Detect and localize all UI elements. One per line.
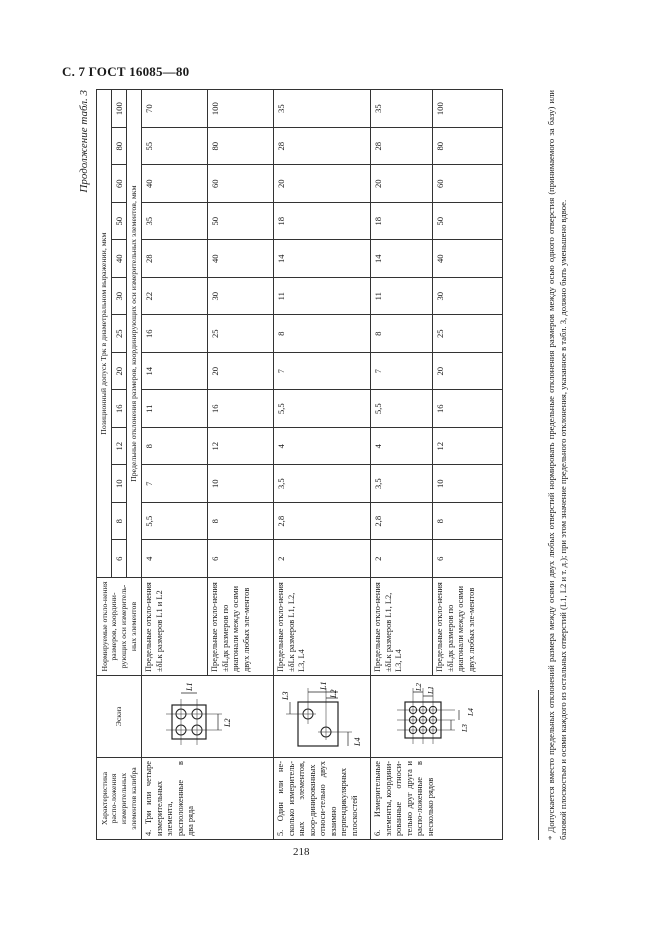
col-value: 80 [111, 128, 127, 166]
header-sketch: Эскиз [97, 676, 142, 758]
sketch-drawing [162, 680, 254, 754]
table-cell: 2,8 [371, 503, 433, 541]
table-cell: 5,5 [371, 390, 433, 428]
table-cell: 5,5 [142, 503, 208, 541]
header-positional: Позиционный допуск Тpк в диаметральном выражении, мкм [97, 90, 112, 578]
table-cell: 35 [274, 90, 371, 128]
table-cell: 20 [433, 353, 503, 391]
table-cell: 8 [208, 503, 274, 541]
table-cell: 80 [208, 128, 274, 166]
table-cell: 3,5 [371, 465, 433, 503]
table-row [274, 90, 371, 840]
table-cell: 55 [142, 128, 208, 166]
col-value: 16 [111, 390, 127, 428]
row-normalized: Предельные откло-нения ±δLдк размеров по диагонали между осями двух любых эле-ментов [208, 578, 274, 676]
row-normalized: Предельные откло-нения ±δLк размеров L1 и L2 [142, 578, 208, 676]
col-value: 60 [111, 165, 127, 203]
table-cell: 12 [433, 428, 503, 466]
row-normalized: Предельные откло-нения ±δLдк размеров по диагонали между осями двух любых эле-ментов [433, 578, 503, 676]
table-cell: 16 [142, 315, 208, 353]
page-header: С. 7 ГОСТ 16085—80 [62, 64, 190, 79]
row-normalized: Предельные откло-нения ±δLк размеров L1, L2, L3, L4 [371, 578, 433, 676]
table-cell: 4 [371, 428, 433, 466]
tolerance-table [96, 89, 503, 840]
col-value: 30 [111, 278, 127, 316]
table-cell: 80 [433, 128, 503, 166]
table-cell: 35 [142, 203, 208, 241]
table-cell: 28 [274, 128, 371, 166]
table-cell: 10 [208, 465, 274, 503]
table-row [371, 90, 433, 840]
page-number: 218 [293, 846, 310, 858]
table-cell: 14 [371, 240, 433, 278]
table-cell: 70 [142, 90, 208, 128]
table-cell: 14 [142, 353, 208, 391]
header-deviations: Предельные отклонения размеров, координирующих оси измерительных элементов, мкм [127, 90, 142, 578]
sketch-label: L1 [319, 682, 329, 691]
col-value: 100 [111, 90, 127, 128]
table-cell: 28 [142, 240, 208, 278]
table-cell: 4 [274, 428, 371, 466]
table-cell: 11 [142, 390, 208, 428]
table-cell: 30 [208, 278, 274, 316]
table-cell: 16 [208, 390, 274, 428]
sketch-label: L1 [425, 686, 435, 695]
sketch-label: L4 [353, 738, 363, 747]
table-cell: 30 [433, 278, 503, 316]
col-value: 12 [111, 428, 127, 466]
col-value: 6 [111, 540, 127, 578]
table-cell: 25 [433, 315, 503, 353]
table-row [142, 90, 208, 840]
footnote-divider [538, 690, 539, 840]
col-value: 50 [111, 203, 127, 241]
col-value: 8 [111, 503, 127, 541]
table-cell: 40 [433, 240, 503, 278]
table-cell: 2 [274, 540, 371, 578]
table-cell: 20 [371, 165, 433, 203]
table-cell: 40 [142, 165, 208, 203]
table-cell: 100 [208, 90, 274, 128]
landscape-content [76, 90, 636, 840]
table-cell: 8 [433, 503, 503, 541]
sketch-drawing [276, 679, 368, 755]
row-characteristic: 5. Один или не-сколько измеритель-ных элементов, коор-динированных относи-тельно двух взаимно перпендикулярных плоскостей [274, 758, 371, 840]
table-cell: 22 [142, 278, 208, 316]
table-cell: 10 [433, 465, 503, 503]
sketch-label: L2 [222, 719, 232, 728]
table-cell: 12 [208, 428, 274, 466]
table-cell: 7 [274, 353, 371, 391]
table-cell: 50 [433, 203, 503, 241]
table-cell: 18 [371, 203, 433, 241]
table-cell: 18 [274, 203, 371, 241]
table-cell: 60 [208, 165, 274, 203]
col-value: 10 [111, 465, 127, 503]
table-cell: 6 [433, 540, 503, 578]
table-cell: 20 [208, 353, 274, 391]
sketch-label: L1 [184, 683, 194, 692]
table-cell: 25 [208, 315, 274, 353]
table-cell: 4 [142, 540, 208, 578]
table-cell: 3,5 [274, 465, 371, 503]
table-cell: 6 [208, 540, 274, 578]
col-value: 40 [111, 240, 127, 278]
table-cell: 20 [274, 165, 371, 203]
table-cell: 8 [274, 315, 371, 353]
row-normalized: Предельные откло-нения ±δLк размеров L1, L2, L3, L4 [274, 578, 371, 676]
row-characteristic: 6. Измерительные элементы, координи-рованные относи-тельно друг друга и распо-ложенные в несколько рядов [371, 758, 503, 840]
table-cell: 35 [371, 90, 433, 128]
sketch-plane-coordinated [274, 676, 371, 758]
header-normalized: Нормируемые откло-нения размеров, координи-рующих оси измеритель-ных элементов [97, 578, 142, 676]
continuation-label: Продолжение табл. 3 [78, 90, 90, 193]
table-cell: 7 [371, 353, 433, 391]
table-cell: 2,8 [274, 503, 371, 541]
table-cell: 40 [208, 240, 274, 278]
row-characteristic: 4. Три или четыре измерительных элемента, расположенные в два ряда [142, 758, 274, 840]
table-cell: 8 [371, 315, 433, 353]
sketch-label: L2 [413, 683, 423, 692]
table-cell: 2 [371, 540, 433, 578]
rotated-region [76, 90, 636, 840]
footnote: * Допускается вместо предельных отклонений размера между осями двух любых отверстий нормировать предельные отклонения размеров между осью одного отверстия (принимаемого за базу) или базовой плоскостью и осями каждого из остальных отверстий (L1, L2 и т. д.); при этом значение предельного отклонения, указанное в табл. 3, должно быть уменьшено вдвое. [546, 90, 568, 840]
sketch-label: L3 [459, 724, 469, 733]
sketch-label: L3 [281, 692, 291, 701]
sketch-label: L4 [465, 708, 475, 717]
table-cell: 60 [433, 165, 503, 203]
sketch-multi-row [371, 676, 503, 758]
table-header-row [97, 90, 112, 840]
table-cell: 8 [142, 428, 208, 466]
table-cell: 7 [142, 465, 208, 503]
header-characteristic: Характеристика распо-ложения измерительных элементов калибра [97, 758, 142, 840]
table-cell: 11 [371, 278, 433, 316]
col-value: 20 [111, 353, 127, 391]
table-cell: 5,5 [274, 390, 371, 428]
sketch-four-elements [142, 676, 274, 758]
table-cell: 16 [433, 390, 503, 428]
col-value: 25 [111, 315, 127, 353]
sketch-drawing [389, 679, 485, 755]
sketch-label: L2 [329, 690, 339, 699]
table-cell: 14 [274, 240, 371, 278]
table-cell: 28 [371, 128, 433, 166]
table-cell: 100 [433, 90, 503, 128]
table-cell: 50 [208, 203, 274, 241]
table-cell: 11 [274, 278, 371, 316]
